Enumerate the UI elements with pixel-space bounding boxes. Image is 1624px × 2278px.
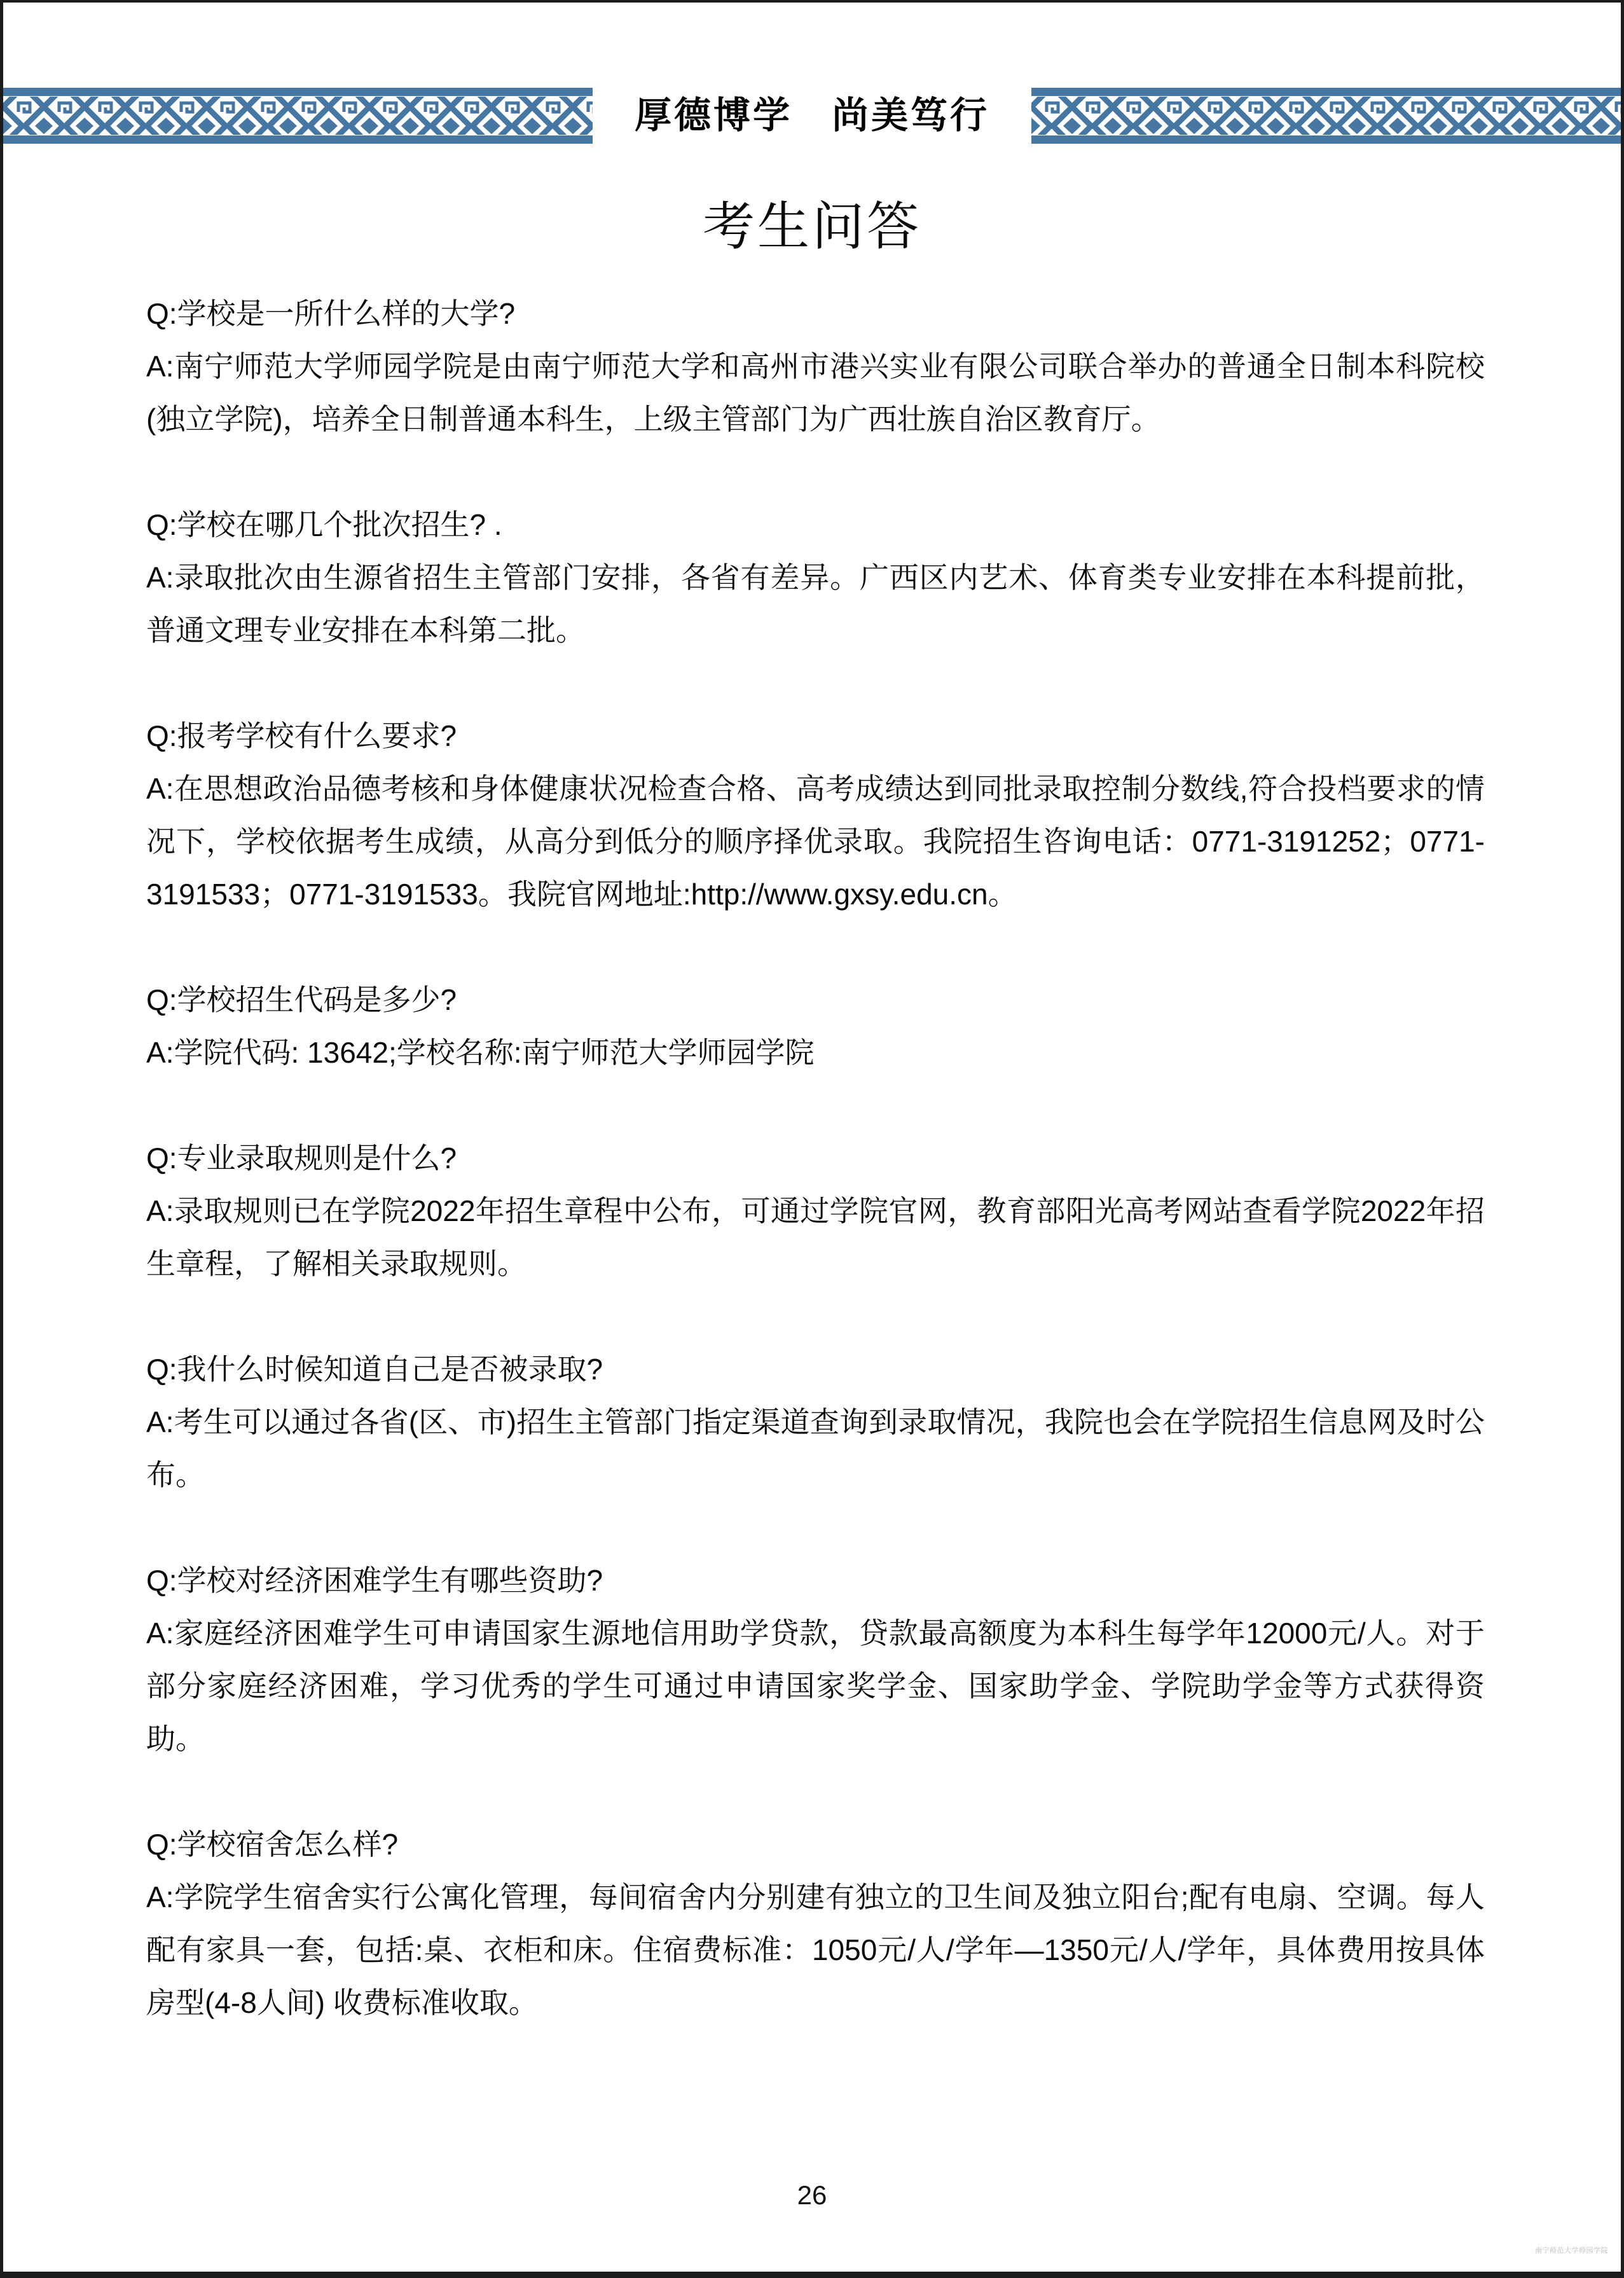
answer-text: A:录取批次由生源省招生主管部门安排，各省有差异。广西区内艺术、体育类专业安排在本科提前批，普通文理专业安排在本科第二批。 bbox=[146, 561, 1485, 647]
qa-block bbox=[146, 499, 1485, 657]
answer-text: A:在思想政治品德考核和身体健康状况检查合格、高考成绩达到同批录取控制分数线,符合投档要求的情况下，学校依据考生成绩，从高分到低分的顺序择优录取。我院招生咨询电话：0771-3191252；0771-3191533；0771-3191533。我院官网地址:http://www.gxsy.edu.cn。 bbox=[146, 772, 1485, 911]
zigzag-pattern-left-icon bbox=[3, 88, 593, 144]
question-text: Q:报考学校有什么要求? bbox=[146, 719, 457, 752]
school-motto: 厚德博学 尚美笃行 bbox=[634, 95, 989, 136]
footer-watermark: 南宁师范大学师园学院 bbox=[1535, 2247, 1608, 2254]
zigzag-pattern-right-icon bbox=[1031, 88, 1621, 144]
question-text: Q:学校宿舍怎么样? bbox=[146, 1828, 399, 1861]
answer-text: A:学院学生宿舍实行公寓化管理，每间宿舍内分别建有独立的卫生间及独立阳台;配有电扇、空调。每人配有家具一套，包括:桌、衣柜和床。住宿费标准：1050元/人/学年—1350元/人/学年，具体费用按具体房型(4-8人间) 收费标准收取。 bbox=[146, 1881, 1485, 2019]
page-title: 考生问答 bbox=[702, 198, 921, 256]
answer-text: A:学院代码: 13642;学校名称:南宁师范大学师园学院 bbox=[146, 1036, 815, 1069]
qa-block bbox=[146, 1132, 1485, 1290]
decorative-header-band bbox=[3, 88, 1621, 144]
question-text: Q:专业录取规则是什么? bbox=[146, 1142, 457, 1175]
qa-block bbox=[146, 1343, 1485, 1501]
question-text: Q:我什么时候知道自己是否被录取? bbox=[146, 1353, 603, 1386]
question-text: Q:学校对经济困难学生有哪些资助? bbox=[146, 1564, 603, 1597]
question-text: Q:学校是一所什么样的大学? bbox=[146, 297, 516, 330]
question-text: Q:学校招生代码是多少? bbox=[146, 983, 457, 1016]
qa-block bbox=[146, 287, 1485, 446]
answer-text: A:家庭经济困难学生可申请国家生源地信用助学贷款，贷款最高额度为本科生每学年12000元/人。对于部分家庭经济困难，学习优秀的学生可通过申请国家奖学金、国家助学金、学院助学金等方式获得资助。 bbox=[146, 1617, 1485, 1755]
qa-block bbox=[146, 1554, 1485, 1765]
answer-text: A:录取规则已在学院2022年招生章程中公布，可通过学院官网，教育部阳光高考网站查看学院2022年招生章程，了解相关录取规则。 bbox=[146, 1194, 1485, 1280]
qa-block bbox=[146, 710, 1485, 921]
qa-list bbox=[146, 287, 1485, 2029]
page-number: 26 bbox=[797, 2180, 827, 2210]
answer-text: A:考生可以通过各省(区、市)招生主管部门指定渠道查询到录取情况，我院也会在学院招生信息网及时公布。 bbox=[146, 1405, 1485, 1491]
qa-block bbox=[146, 1818, 1485, 2029]
question-text: Q:学校在哪几个批次招生? . bbox=[146, 508, 502, 541]
answer-text: A:南宁师范大学师园学院是由南宁师范大学和高州市港兴实业有限公司联合举办的普通全日制本科院校(独立学院)，培养全日制普通本科生，上级主管部门为广西壮族自治区教育厅。 bbox=[146, 350, 1485, 436]
qa-block bbox=[146, 974, 1485, 1079]
